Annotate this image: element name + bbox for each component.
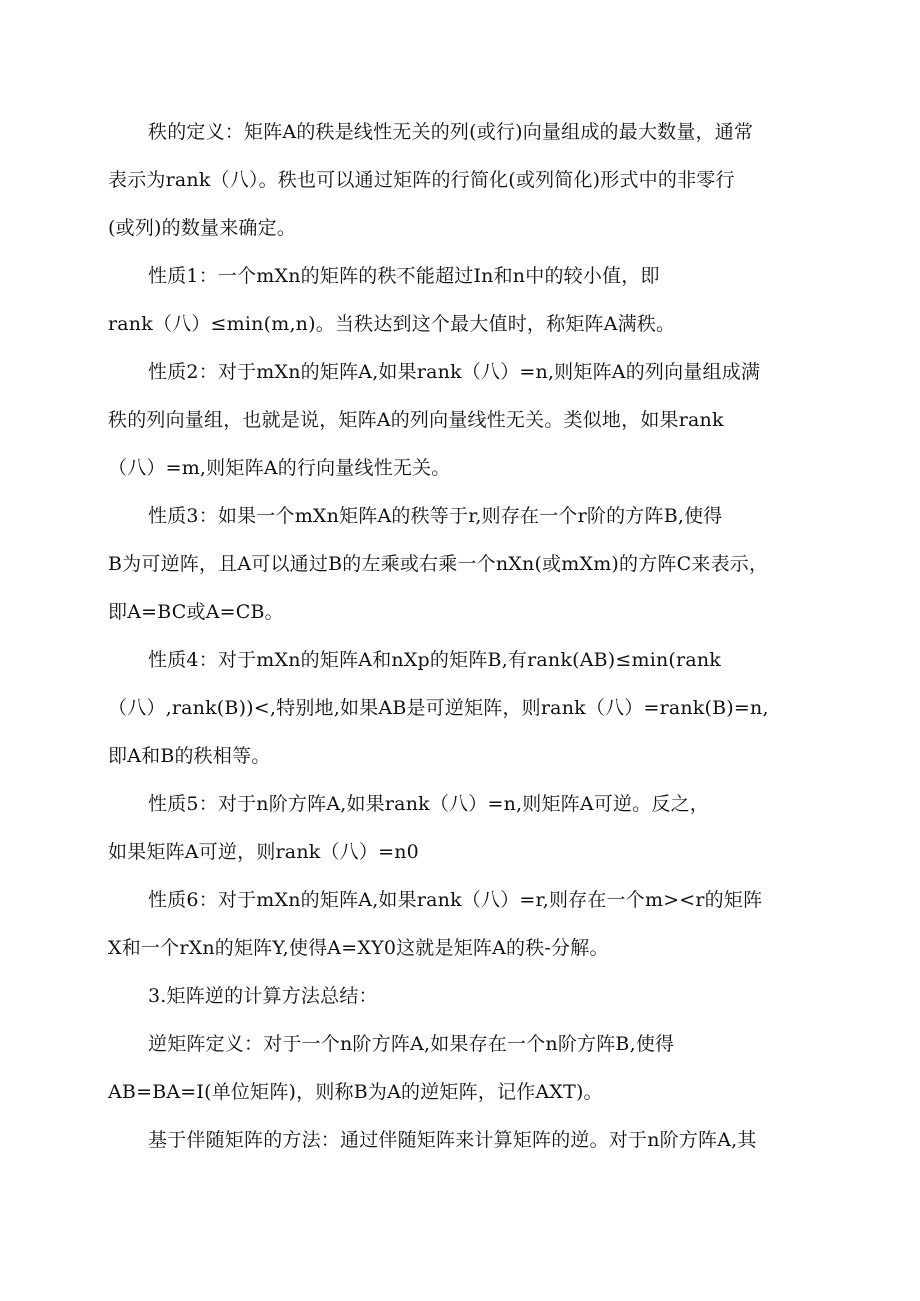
text-line: rank（八）≤min(m,n)。当秩达到这个最大值时，称矩阵A满秩。 (108, 313, 676, 335)
paragraph-property-2 (108, 348, 808, 492)
text-line: (或列)的数量来确定。 (108, 217, 297, 239)
text-line: B为可逆阵，且A可以通过B的左乘或右乘一个nXn(或mXm)的方阵C来表示， (108, 553, 769, 575)
text-line: 秩的定义：矩阵A的秩是线性无关的列(或行)向量组成的最大数量，通常 (148, 121, 754, 143)
text-line: 表示为rank（八）。秩也可以通过矩阵的行简化(或列简化)形式中的非零行 (108, 169, 735, 191)
text-line: （八）=m,则矩阵A的行向量线性无关。 (108, 457, 451, 479)
text-line: 性质3：如果一个mXn矩阵A的秩等于r,则存在一个r阶的方阵B,使得 (148, 505, 723, 527)
paragraph-property-5 (108, 780, 808, 876)
text-line: 逆矩阵定义：对于一个n阶方阵A,如果存在一个n阶方阵B,使得 (148, 1033, 675, 1055)
text-line: 基于伴随矩阵的方法：通过伴随矩阵来计算矩阵的逆。对于n阶方阵A,其 (148, 1129, 757, 1151)
text-line: 性质2：对于mXn的矩阵A,如果rank（八）=n,则矩阵A的列向量组成满 (148, 361, 761, 383)
text-line: AB=BA=I(单位矩阵)，则称B为A的逆矩阵，记作AXT)。 (108, 1081, 603, 1103)
paragraph-property-1 (108, 252, 808, 348)
text-line: 如果矩阵A可逆，则rank（八）=n0 (108, 841, 419, 863)
text-line: 性质1：一个mXn的矩阵的秩不能超过In和n中的较小值，即 (148, 265, 660, 287)
text-line: 即A和B的秩相等。 (108, 745, 271, 767)
text-line: 即A=BC或A=CB。 (108, 601, 284, 623)
text-line: X和一个rXn的矩阵Y,使得A=XY0这就是矩阵A的秩-分解。 (108, 937, 609, 959)
text-line: 3.矩阵逆的计算方法总结： (148, 985, 378, 1007)
paragraph-rank-definition (108, 108, 808, 252)
text-line: （八）,rank(B))<,特别地,如果AB是可逆矩阵，则rank（八）=rank(B)=n, (108, 697, 769, 719)
section-heading-inverse-methods (108, 972, 808, 1020)
text-line: 性质5：对于n阶方阵A,如果rank（八）=n,则矩阵A可逆。反之， (148, 793, 709, 815)
text-line: 性质4：对于mXn的矩阵A和nXp的矩阵B,有rank(AB)≤min(rank (148, 649, 722, 671)
text-line: 秩的列向量组，也就是说，矩阵A的列向量线性无关。类似地，如果rank (108, 409, 724, 431)
paragraph-inverse-definition (108, 1020, 808, 1116)
text-line: 性质6：对于mXn的矩阵A,如果rank（八）=r,则存在一个m><r的矩阵 (148, 889, 763, 911)
paragraph-adjugate-method (108, 1116, 808, 1164)
paragraph-property-6 (108, 876, 808, 972)
paragraph-property-4 (108, 636, 808, 780)
paragraph-property-3 (108, 492, 808, 636)
